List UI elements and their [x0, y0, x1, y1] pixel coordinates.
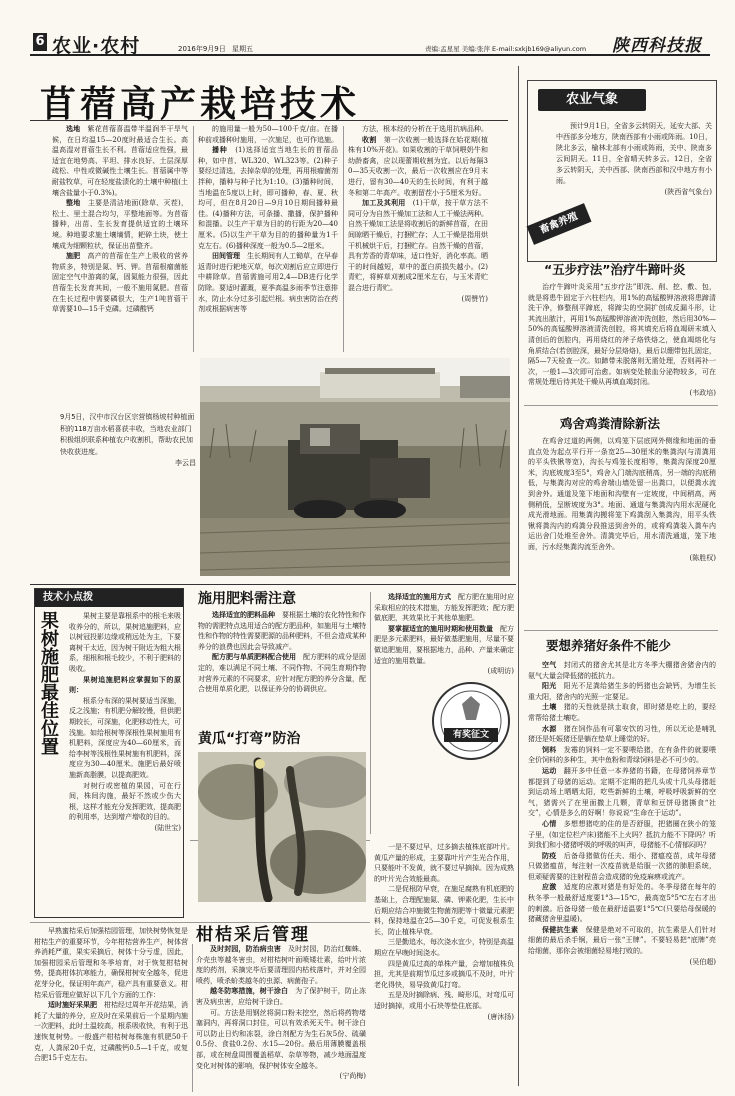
contest-logo-icon — [434, 684, 508, 758]
masthead-logo: 陕西科技报 — [612, 36, 702, 56]
pig-para: 运动 翻开多中任意一本养猪的书籍，在母猪饲养章节都提到了母猪的运动。定期不定期的把几头或十几头母猪赶到运动场上晒晒太阳，吃些新鲜的土壤，呼吸呼吸新鲜的空气，猪需兴了在里面撒上几颗，青草和豆饼母猪撕食“社交”，心情是多么的好啊！你说说“生命在于运动”。 — [528, 765, 716, 818]
cucumber-para: 三是勤追水，每次浇水宜少，特别是高温期应在早晚时间浇水。 — [374, 938, 514, 957]
wuwu-body — [528, 282, 716, 399]
section-name: 农业·农村 — [52, 35, 141, 57]
pig-title: 要想养猪好条件不能少 — [546, 638, 672, 653]
pig-body — [528, 660, 716, 1092]
contest-logo-label: 有奖征文 — [452, 730, 489, 740]
category-stamp: 畜禽养殖 — [527, 203, 592, 245]
section-rule — [524, 630, 718, 631]
title-rule — [30, 120, 508, 121]
citrus-para: 适时施好采果肥 柑桔经过周年开花结果，消耗了大量的养分，应及时在采果前后一个星期内施一次肥料，此时土温较高，根系吸收快，有利于迅速恢复树势。一般盛产柑桔树每株施有机肥50千克，人粪尿20千克，过磷酸钙0.5—1千克，或复合肥15千克左右。 — [34, 1000, 188, 1063]
pig-para: 空气 封闭式的猪舍尤其是北方冬季大棚猪舍猪舍内的氨气大量会降低猪的抵抗力。 — [528, 660, 716, 680]
pig-author: (吴伯超) — [689, 957, 716, 966]
fert-para: 要掌握适宜的施用时期和使用数量 配方肥是多元素肥料，最好做基肥施用，尽量不要做追肥施用，要根据地力，品种、产量来确定适宜的施用数量。 — [374, 623, 514, 665]
harvest-photo-illustration — [200, 358, 510, 576]
main-col-2 — [198, 124, 338, 364]
cucumber-photo-illustration — [198, 752, 366, 902]
fert-para: 选择适宜的施用方式 配方肥在施用时应采取相应的技术措施，方能发挥肥效；配方肥做底肥，其效果比于其他单施肥。 — [374, 592, 514, 623]
main-para: 选地 紫花苜蓿喜温带半温润半干旱气候，在日均温15—20度时最适合生长。高温高湿对苜蓿生长不利。苜蓿适应性强，最适宜在地势高、平坦、排水良好、土层深厚疏松、中性或微碱性土壤生长。苜蓿属中等耐盐牧草，可在轻度盐渍化的土壤中种植(土壤含盐量小于0.3%)。 — [52, 124, 188, 197]
photo-caption — [60, 412, 196, 470]
main-para: 施肥 高产的苜蓿在生产上吸收的营养物质多，特别是氮、钙、钾。苜蓿根瘤菌能固定空气中游离的氮，固氮能力很强，因此苜蓿生长发育其间，一般不施用氮肥。苜蓿在生长过程中需要磷很大，生产1吨苜蓿干草需要10—15千克磷。过磷酸钙 — [52, 251, 188, 314]
weather-para: 预计9月1日，全省多云转阴天，延安大部、关中西部多分地方，陕南西部有小雨或阵雨。10日，陕北多云，榆林北部有小雨或阵雨，关中、陕南多云间阴天。11日，全省晴天转多云。12日，全省多云转阴天，关中西部、陕南西部和汉中地方有小雨。 — [556, 122, 712, 185]
cucumber-photo — [198, 752, 366, 902]
weather-author: (陕西省气象台) — [664, 188, 712, 196]
wuwu-title: “五步疗法”治疗牛蹄叶炎 — [544, 262, 686, 277]
cucumber-para: 一是不要过早，过多摘去植株底部叶片。黄瓜产量的形成，主要靠叶片产生光合作用，只要能叶不发黄，就不要过早摘掉。因为成熟的叶片光合效能最高。 — [374, 843, 514, 883]
fert-author: (成明访) — [487, 667, 514, 676]
photo-caption-text: 9月5日，汉中市汉台区宗营镇杨坡村种植面积的118万亩水稻喜获丰收，当地农业部门积极组织联系种植农户收割机，帮助农民加快收获进度。 — [60, 413, 195, 456]
main-author: (周赞竹) — [461, 294, 488, 303]
cucumber-para: 四是黄瓜过高的单株产量，会增加植株负担，尤其是前期节瓜过多或摘瓜不及时，叶片老化得快，易导致黄瓜打弯。 — [374, 959, 514, 989]
cucumber-para: 五是及时摘除病、残、畸形瓜，对弯瓜可适时摘掉，或用小石块等垫住底部。 — [374, 991, 514, 1010]
tech-author: (陆世宝) — [154, 823, 181, 832]
citrus-para: 可。方法是用钢丝将洞口粉末挖空，然后将药物堵塞洞内，再将洞口封住，可以有效杀死天牛。树干涂白可以防止日灼和冻裂，涂白剂配方为生石灰5份、硫磺0.5份、食盐0.2份、水15—20份。最后用薄膜覆盖根部，或在树盘周围覆盖稻草、杂草等物，减少地面温度变化对树体的影响，保护树体安全越冬。 — [196, 1008, 366, 1070]
photo-credit: 李云昌 — [175, 459, 196, 467]
pig-para: 心情 多想想猪吃的住的是否舒服，把猪圈在狭小的笼子里，(如定位栏产床)猪能不上火吗？抵抗力能不下降吗？听到我们和小猪猪呼吸的呼吸的叫声，母猪能不心情郁闷吗？ — [528, 818, 716, 850]
citrus-author: (宁尚梅) — [339, 1072, 366, 1081]
cucumber-para: 二是促根防早衰，在施足腐熟有机底肥的基础上，合理配施氮、磷、钾素化肥，生长中后期应结合冲施微生物菌剂肥等十微量元素肥料，保持地温在25—30千克，可促发根系生长，防止植株早衰。 — [374, 885, 514, 936]
page-header — [0, 0, 735, 58]
main-para: 加工及其利用 (1)干草，按干草方法不同可分为自然干燥加工法和人工干燥法两种。自然干燥加工法是将收割后的新鲜苜蓿，在田间晾晒干燥后，打捆贮存；人工干燥是指用烘干机械烘干后，打捆贮存。自然干燥的苜蓿，具有芳香的青草味，适口性好，消化率高。晒干的时间越短，草中的蛋白质损失越小。(2)青贮，将鲜草刈割成2厘米左右，与玉米青贮混合进行青贮。 — [348, 198, 488, 292]
pig-para: 保健抗生素 保健是绝对不可取的，抗生素是人们针对细菌的最后杀手锏，最后一张“王牌”。不要轻易把“底牌”亮给细菌，那你会被细菌轻易地打败的。 — [528, 924, 716, 956]
chicken-title: 鸡舍鸡粪清除新法 — [560, 416, 661, 431]
cucumber-title: 黄瓜“打弯”防治 — [198, 731, 301, 747]
pig-para: 土壤 猪的天性就是拱土取食，即时猪是吃上的，要经常帮给猪土壤吃。 — [528, 702, 716, 722]
tech-para: 果树追施肥料应掌握如下的原则： — [69, 674, 181, 695]
citrus-lead — [34, 926, 188, 1094]
wuwu-author: (韦政培) — [689, 388, 716, 397]
tech-para: 根系分布深的果树要适当深施，反之浅施；有机肥分解较慢，但供肥期较长，可深施，化肥移动性大，可浅施。如给根树等深根性果树施用有机肥料，深度应为40—60厘米，而给李树等浅根性果树施有机肥料，深度应为30—40厘米。施肥后最好喷施新高脂膜，以提高肥效。 — [69, 696, 181, 779]
fert-para: 配方肥与单质肥料配合使用 配方肥料的成分是固定的，难以满足不同土壤、不同作物、不同生育期作物对营养元素的不同要求，应针对配方肥的养分含量，配合使用单质化肥，以保证养分的协调供应。 — [198, 652, 366, 694]
fert-para: 选择适宜的肥料品种 要根据土壤的农化特性和作物的需肥特点选用适合的配方肥品种，如施用与土壤特性和作物的特性需要肥源的品种肥料，不但会造成某种养分的浪费也因此会导致减产。 — [198, 610, 366, 651]
chicken-body — [528, 436, 716, 563]
page-number: 6 — [33, 33, 47, 51]
col-divider — [343, 126, 344, 352]
main-para: 方法，根本经的分析在于选用抗病品种。 — [362, 125, 488, 133]
col-divider — [370, 592, 371, 834]
weather-title: 农业气象 — [538, 89, 646, 111]
citrus-para: 及时封园，防治病虫害 及时封园，防治红蜘蛛、介壳虫等越冬害虫，对柑桔树叶面喷矮壮素，给叶片浓度的药剂，采摘完毕后要清理园内枯枝落叶，并对全园喷药，喷杀蚧类越冬的虫源、病菌孢子。 — [196, 944, 366, 985]
harvest-photo — [200, 358, 510, 576]
pig-para: 阳光 阳光不足粪给猪生多的钙猪也会缺钙，为增生长重大阳，猪舍内的光照一定要足。 — [528, 681, 716, 701]
tech-box-label: 技术小点拨 — [35, 589, 183, 607]
col-divider — [193, 126, 194, 352]
tech-para: 对树行或密植的果园，可在行间，株间沟施，最好不然或少伤大根，这样才能充分发挥肥效，提高肥的利用率，达到增产增收的目的。 — [69, 781, 181, 822]
pig-para: 应激 适度的应激对猪是有好处的。冬季母猪在每年的秋冬季一般最舒适度要1°3—15℃，最高宽5°5℃左右才出的刺激。后备母猪一般在最舒适温要1°5℃(只要给母保暖的猪藏猪舍里温暖)。 — [528, 882, 716, 924]
tech-box-title: 果树施肥最佳位置 — [38, 611, 59, 755]
col-divider — [192, 944, 193, 1092]
cucumber-author: (唐沐扬) — [487, 1012, 514, 1021]
issue-weekday: 星期五 — [232, 45, 253, 53]
band-rule — [30, 584, 516, 585]
chicken-author: (陈胜权) — [689, 553, 716, 562]
main-para: 播种 (1)选择适宜当地生长的苜蓿品种，如中苜、WL320、WL323等。(2)种子要经过清选，去掉杂草的处理，再用根瘤菌剂拌种，播种与种子比为1:10。(3)播种时间，当地温在5度以上时，即可播种，春、夏、秋均可，但在8月20日—9月10日期间播种最佳。(4)播种方法，可条播、撒播，保护播种和混播。以生产干草为目的的行距为20—40厘米。(5)以生产干草为目的的播种量为1千克左右。(6)播种深度一般为0.5—2厘米。 — [198, 145, 338, 250]
main-para: 田间管理 生长期间有人工锄草，在早春返青时进行耙地灭草，每次刈割后应立即进行中耕除草。苜蓿需施可用2,4—DB进行化学防除。要适时灌溉，夏季高温多雨季节注意排水，防止水分过多引起烂根。病虫害防治在药剂或根据病害等 — [198, 251, 338, 314]
tech-para: 果树主要是靠根系中的根毛来吸收养分的，所以，果树追施肥料，应以树冠投影边缘或稍远处为主，下要离树干太近，因为树干附近为粗大根系，细根和根毛较少，不利于肥料的吸收。 — [69, 612, 181, 673]
section-rule — [524, 405, 718, 406]
pig-para: 防疫 后备母猪做仿任夫、细小、猪瘟疫苗，成年母猪只做猪瘟苗，每注射一次疫苗就是给服一次猪的肺胆系统，但顽疑需要的注射程苗会造成猪的免疫麻痹或流产。 — [528, 850, 716, 881]
main-col-3 — [348, 124, 488, 364]
chicken-para: 在鸡舍过道的两侧，以鸡笼下层底网外侧缘和地面的垂直点处为起点平行开一条宽25—30厘米的集粪沟(与清粪用的平头铁锹等宽)，沟长与鸡笼长度相等，集粪沟深度20厘米，沟底坡度3至5°，鸡舍入门端沟底稍高，另一端的沟底稍低，与集粪沟对应的鸡舍端山墙处留一出粪口，以便粪水流到舍外。通道及笼下地面和沟壁有一定坡度，中间稍高，两侧稍低，呈断坡度为3°。地面、通道与集粪沟内用水泥硬化成光滑地面。用集粪沟搬将笼下鸡粪刮入集粪沟，用平头铁锹将粪沟内的鸡粪分段推送到舍外的，或将鸡粪装入粪车内运出舍门处堆至舍外。清粪完毕后，用水清洗通道，笼下地面，污水经集粪沟流至舍外。 — [528, 437, 716, 551]
citrus-para: 早熟蜜桔采后加强桔园管理，加快树势恢复是柑桔生产的重要环节，今年柑桔营养生产，树体营养消耗严重，果实采摘后，树体十分亏虚，因此，加强柑园采后管理和冬季培育，对于恢复柑桔树势，提高柑体抗寒能力，确保柑树安全越冬，促进花芽分化，保证明年高产，稳产具有重要意义。柑桔采后管理应做好以下几个方面的工作： — [34, 927, 188, 999]
fert-title: 施用肥料需注意 — [198, 591, 296, 607]
editor-info: 责编:孟星星 美编:张萍 E-mail:sxkjb169@aliyun.com — [425, 45, 587, 53]
main-para: 的施用量一般为50—100千克/亩。在播种前或播种时施用，一次施足，也可作追施。 — [198, 125, 338, 144]
cucumber-body — [374, 842, 514, 1096]
main-col-1 — [52, 124, 188, 364]
header-rule — [30, 54, 710, 56]
tech-box — [34, 588, 184, 918]
contest-logo — [432, 682, 510, 760]
main-title: 苜蓿高产栽培技术 — [40, 84, 361, 125]
main-para: 收割 第一次收割一般选择在始花期(植株有10%开花)。如果收割的干草饲喂奶牛和幼龄畜禽，应以现蕾期收割为宜。以后每隔30—35天收割一次，最后一次收割应在9月末进行，留有30—40天的生长时间，有利于越冬和第二年高产。收割留茬小于5厘米为好。 — [348, 134, 488, 197]
right-divider — [518, 66, 519, 1086]
citrus-title: 柑桔采后管理 — [196, 925, 310, 945]
pig-para: 饲料 发霉的饲料一定不要喂给猪，在有条件的就要喂全价饲料的多种生，其中鱼粉和青绿饲料是必不可少的。 — [528, 744, 716, 765]
citrus-mid — [196, 944, 366, 1094]
tech-box-body — [69, 611, 181, 915]
main-para: 整地 主要是清洁地面(除草、灭茬)，松土、里土混合均匀，平整地面等。为苜蓿播种，出苗、生长发育提供适宜的土壤环境。种地要求施土壤墒情，耙碎土块，使土壤成为细颗粒状，保证出苗整齐。 — [52, 198, 188, 250]
citrus-para: 越冬防寒措施，树干涂白 为了保护树干，防止冻害及病虫害，应给树干涂白。 — [196, 986, 366, 1006]
weather-text — [556, 121, 712, 198]
issue-date: 2016年9月9日 — [178, 45, 226, 53]
wuwu-para: 治疗牛蹄叶炎采用“五步疗法”即洗、削、挖、敷、包，就是将患牛固定于六柱栏内，用1%的高锰酸钾溶液将患蹄清洗干净，修整削平蹄底，将蹄尖的空洞扩创成反漏斗形，让其流出脓汁，再用1%高锰酸钾溶液冲洗创腔，然后用30%—50%的高锰酸钾溶液清洗创腔，将其填充后将血竭研末填入清创后的创腔内，再用烧红的斧子烙铁烙之，使血竭熔化与角质结合(若创腔深，最好分层烙烙)，最后以绷带包扎固定，隔5—7天检查一次。如蹄带未脱落则无需处理，否则再补一次，一般1—3次即可治愈。如病变处脓血分泌物较多，可在常规处理后待其处干燥从再填血竭封闭。 — [528, 283, 716, 387]
pig-para: 水源 猪在饲作品有可靠安饮的习性，所以无论是哺乳猪还是妊娠猪还是躺在垫草上睡觉的好。 — [528, 723, 716, 744]
